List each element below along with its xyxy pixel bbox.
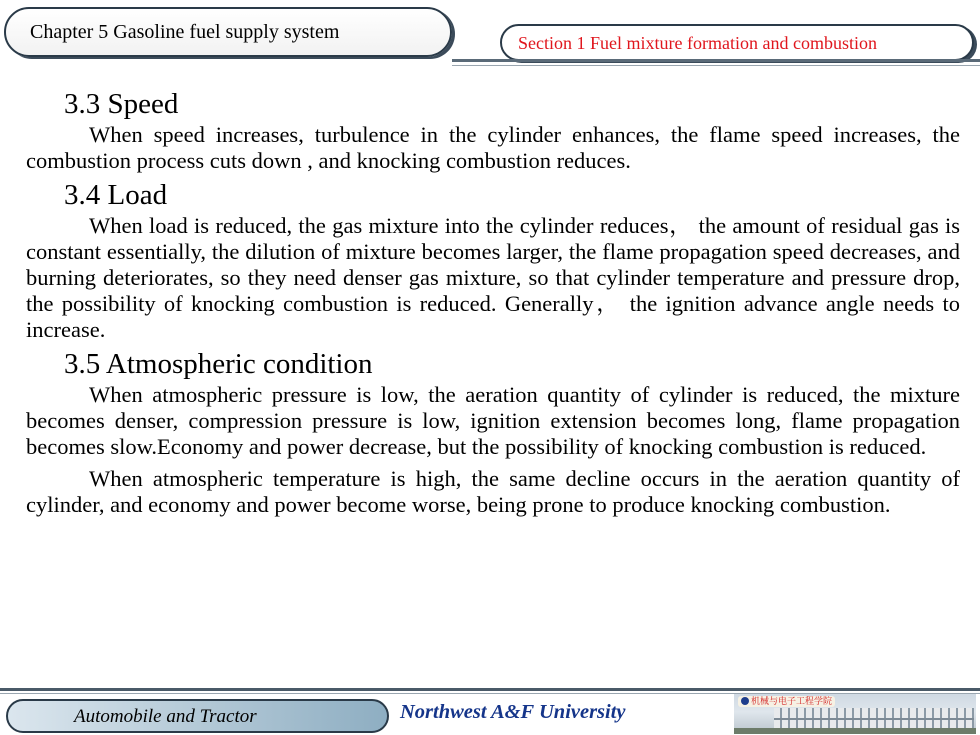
course-name: Automobile and Tractor	[74, 706, 257, 727]
heading-speed: 3.3 Speed	[64, 88, 179, 120]
heading-load: 3.4 Load	[64, 179, 168, 211]
college-banner	[738, 696, 835, 707]
building-band	[774, 718, 974, 720]
section-title: Section 1 Fuel mixture formation and combustion	[518, 33, 877, 53]
paragraph-atmospheric-temperature: When atmospheric temperature is high, the same decline occurs in the aeration quantity of cylinder, and economy and power become worse, being prone to produce knocking combustion.	[26, 466, 960, 517]
ground-shape	[734, 728, 976, 734]
college-logo-icon	[741, 697, 749, 705]
campus-image	[734, 694, 976, 734]
college-banner-text: 机械与电子工程学院	[751, 696, 833, 706]
header-divider-thin	[452, 65, 980, 66]
paragraph-load: When load is reduced, the gas mixture into the cylinder reduces， the amount of residual gas is constant essentially, the dilution of mixture becomes larger, the flame propagation speed decreases, and burning deteriorates, so they need denser gas mixture, so that cylinder temperature and pressure drop, the possibility of knocking combustion is reduced. Generally， the ignition advance angle needs to increase.	[26, 213, 960, 342]
paragraph-speed: When speed increases, turbulence in the cylinder enhances, the flame speed increases, the combustion process cuts down , and knocking combustion reduces.	[26, 122, 960, 173]
footer	[0, 688, 980, 735]
header-divider	[452, 59, 980, 62]
heading-atmospheric: 3.5 Atmospheric condition	[64, 348, 373, 380]
paragraph-atmospheric-pressure: When atmospheric pressure is low, the aeration quantity of cylinder is reduced, the mixture becomes denser, compression pressure is low, ignition extension becomes long, flame propagation becomes slow.Economy and power decrease, but the possibility of knocking combustion is reduced.	[26, 382, 960, 459]
slide-content	[0, 84, 980, 688]
footer-divider	[0, 688, 980, 691]
chapter-tab	[4, 7, 452, 57]
chapter-title: Chapter 5 Gasoline fuel supply system	[30, 21, 340, 43]
section-tab	[500, 24, 974, 61]
course-tab	[6, 699, 389, 733]
university-name: Northwest A&F University	[400, 701, 626, 723]
